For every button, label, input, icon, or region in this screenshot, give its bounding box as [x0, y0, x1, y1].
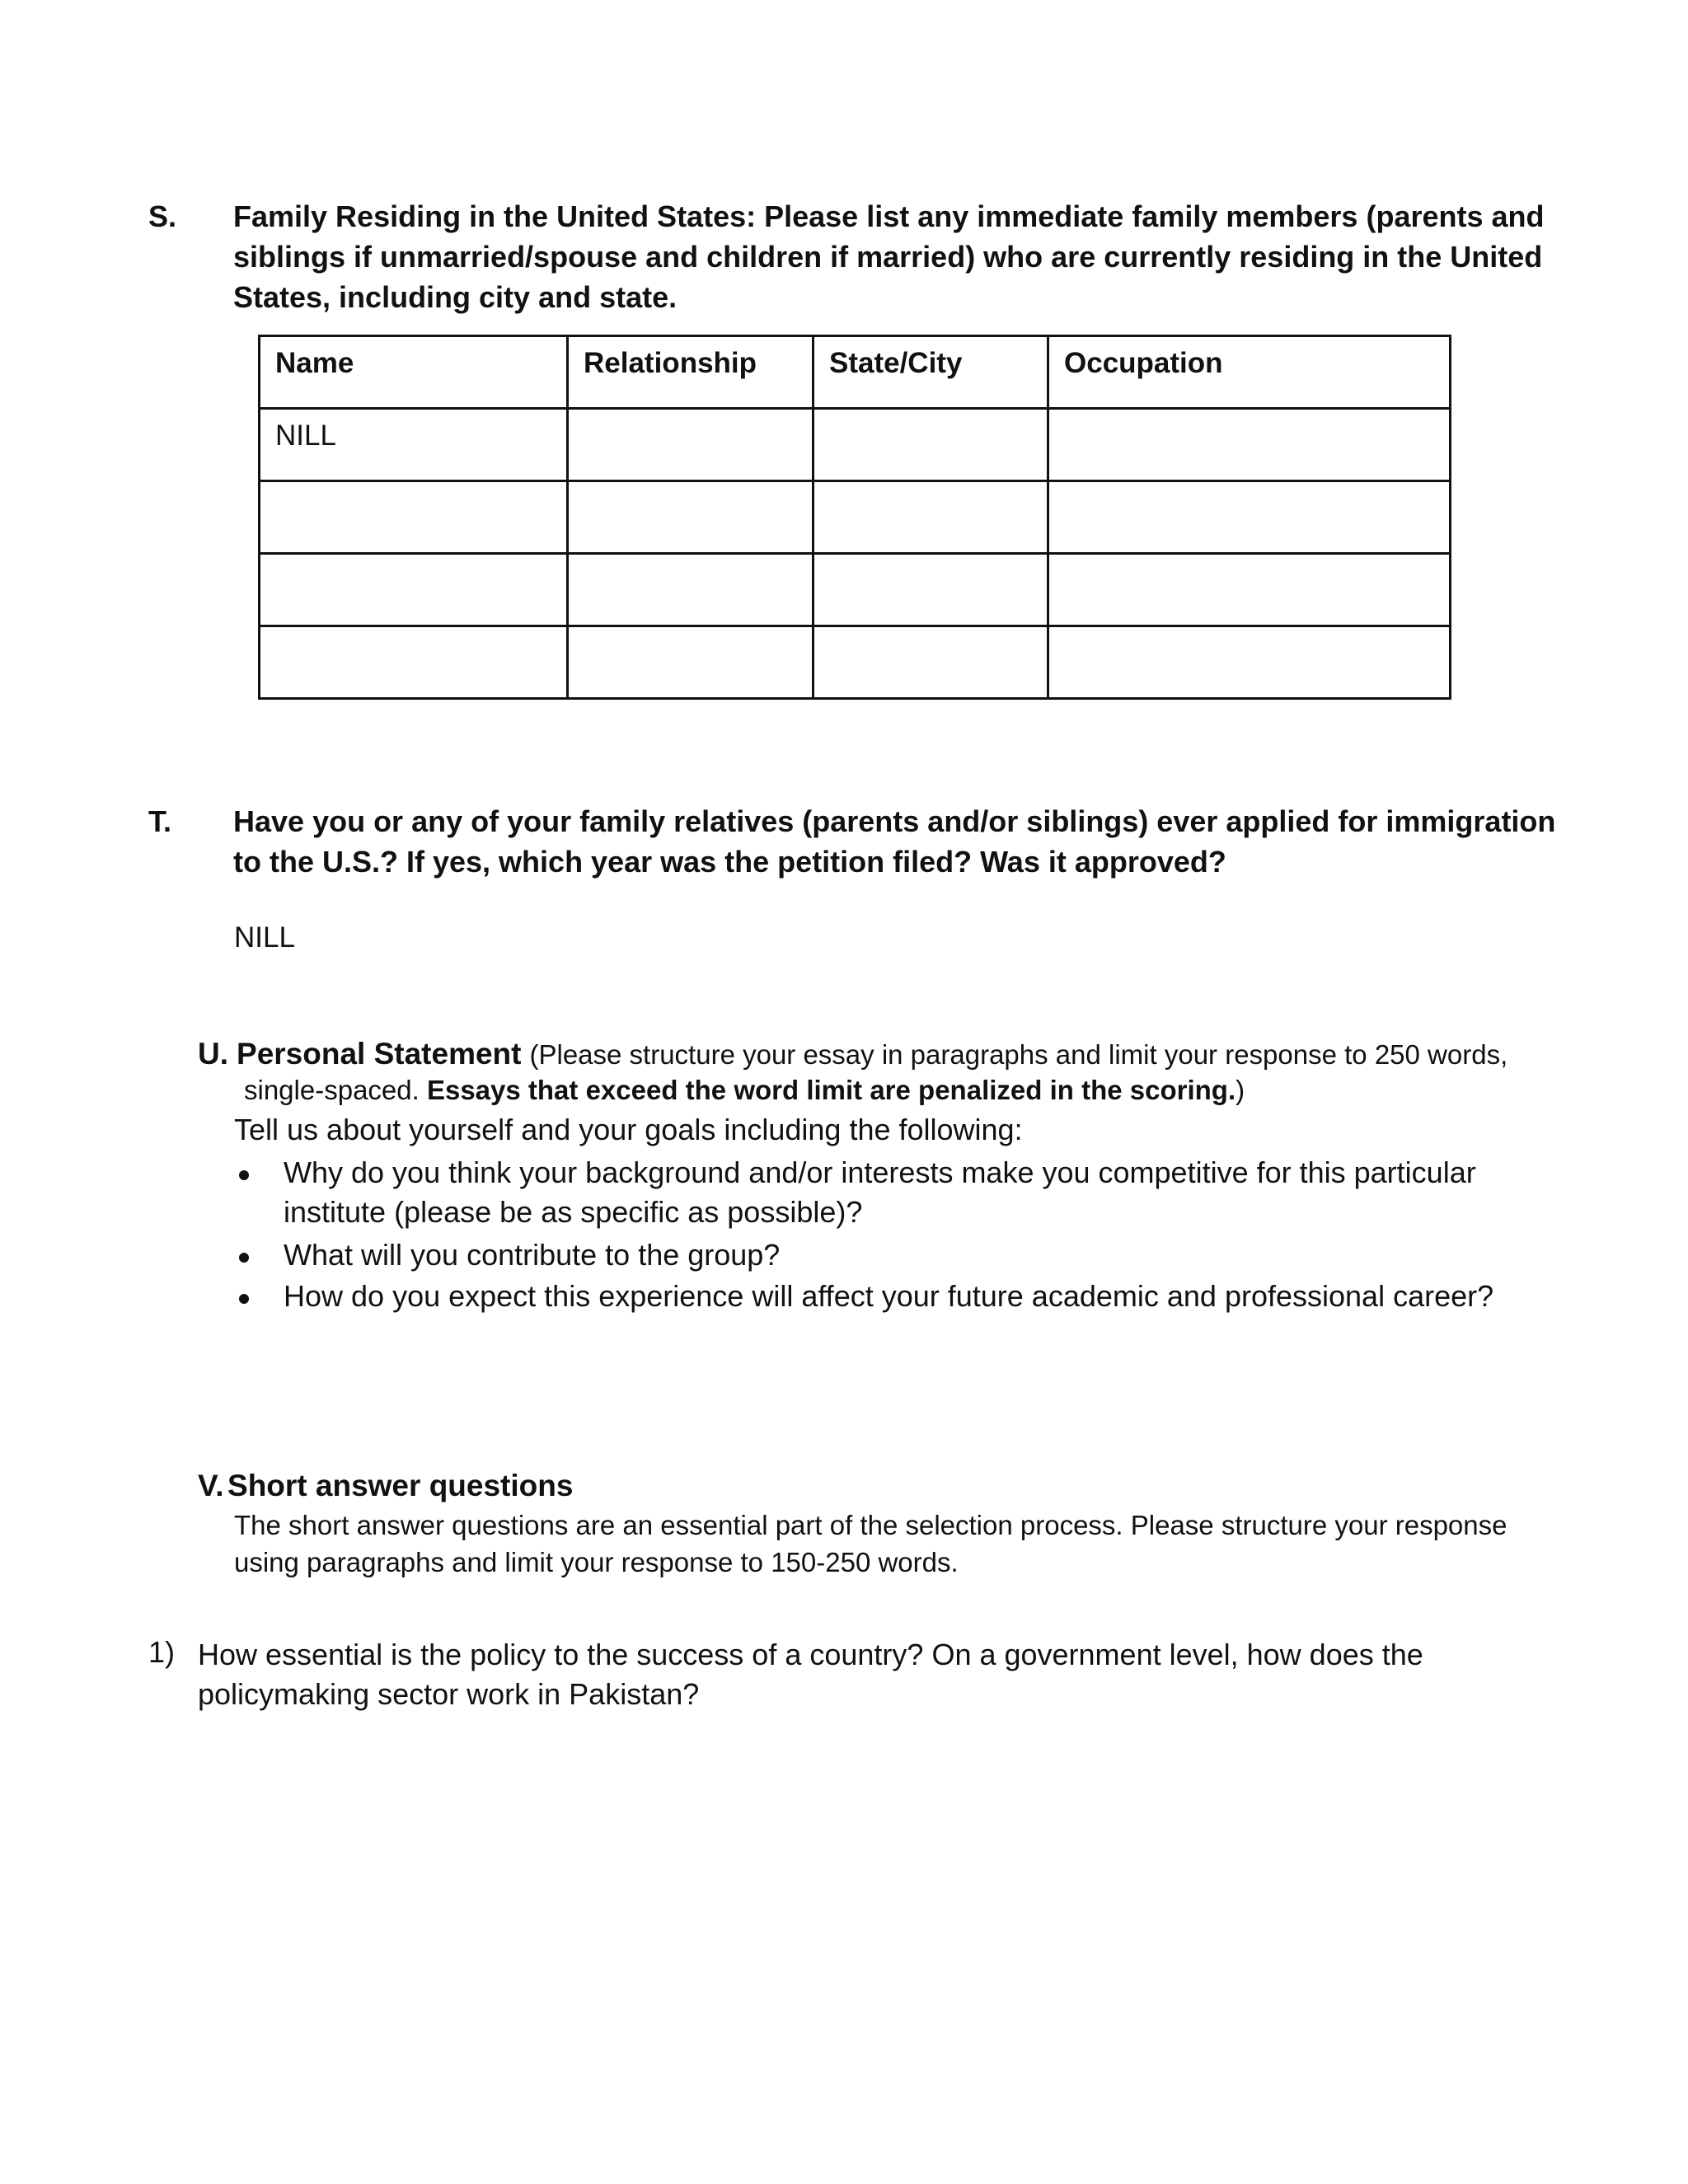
question-1-number: 1): [148, 1635, 176, 1669]
section-u-note-part1: (Please structure your essay in paragraphs and limit your response to 250 words,: [529, 1039, 1508, 1070]
cell-name[interactable]: [260, 481, 568, 554]
section-v-description: [234, 1507, 1635, 1581]
cell-state-city[interactable]: [814, 409, 1048, 481]
table-row: [260, 409, 1451, 481]
cell-occupation[interactable]: [1048, 554, 1451, 626]
column-header-state-city: State/City: [814, 336, 1048, 409]
section-v-heading: [198, 1469, 573, 1503]
section-u-title: Personal Statement: [237, 1037, 522, 1071]
section-u-heading: [198, 1037, 1558, 1071]
cell-relationship[interactable]: [568, 409, 814, 481]
column-header-occupation: Occupation: [1048, 336, 1451, 409]
cell-relationship[interactable]: [568, 481, 814, 554]
section-s-question: [233, 196, 1634, 317]
section-u-intro: Tell us about yourself and your goals including the following:: [234, 1113, 1023, 1146]
table-row: [260, 554, 1451, 626]
section-v-title: Short answer questions: [227, 1469, 574, 1502]
cell-name[interactable]: [260, 554, 568, 626]
section-s-question-line3: States, including city and state.: [233, 280, 678, 314]
question-1-text: [198, 1635, 1599, 1714]
cell-state-city[interactable]: [814, 626, 1048, 699]
family-table-header-row: [260, 336, 1451, 409]
section-t-label: T.: [148, 804, 172, 838]
section-s-question-line1: Family Residing in the United States: Please list any immediate family members (parents and: [233, 199, 1545, 233]
section-v-desc-line1: The short answer questions are an essential part of the selection process. Please structure your response: [234, 1510, 1507, 1540]
section-u-note-line2: [244, 1075, 1563, 1106]
cell-state-city[interactable]: [814, 554, 1048, 626]
family-table: [258, 335, 1451, 700]
cell-name[interactable]: [260, 626, 568, 699]
section-u-bullet-2: What will you contribute to the group?: [284, 1238, 781, 1272]
bullet-icon: [239, 1253, 249, 1263]
section-u-bullet-3: How do you expect this experience will affect your future academic and professional career?: [284, 1279, 1494, 1313]
bullet-icon: [239, 1170, 249, 1180]
cell-occupation[interactable]: [1048, 481, 1451, 554]
section-t-question: [233, 801, 1634, 882]
table-row: [260, 626, 1451, 699]
question-1-line2: policymaking sector work in Pakistan?: [198, 1677, 700, 1711]
column-header-name: Name: [260, 336, 568, 409]
cell-name[interactable]: NILL: [260, 409, 568, 481]
section-u-note-close: ): [1236, 1075, 1245, 1105]
cell-occupation[interactable]: [1048, 626, 1451, 699]
section-t-question-line1: Have you or any of your family relatives (parents and/or siblings) ever applied for immigration: [233, 804, 1556, 838]
section-t-question-line2: to the U.S.? If yes, which year was the petition filed? Was it approved?: [233, 845, 1226, 879]
section-u-label: U.: [198, 1037, 228, 1071]
section-v-label: V.: [198, 1469, 224, 1502]
cell-occupation[interactable]: [1048, 409, 1451, 481]
section-u-note-part2: single-spaced.: [244, 1075, 420, 1105]
cell-relationship[interactable]: [568, 554, 814, 626]
cell-relationship[interactable]: [568, 626, 814, 699]
section-t-answer[interactable]: NILL: [234, 921, 295, 954]
cell-state-city[interactable]: [814, 481, 1048, 554]
bullet-icon: [239, 1294, 249, 1304]
column-header-relationship: Relationship: [568, 336, 814, 409]
question-1-line1: How essential is the policy to the success of a country? On a government level, how does the: [198, 1638, 1423, 1671]
section-s-label: S.: [148, 199, 177, 233]
section-v-desc-line2: using paragraphs and limit your response to 150-250 words.: [234, 1547, 959, 1577]
section-u-bullet-1-cont: institute (please be as specific as possible)?: [284, 1195, 863, 1229]
table-row: [260, 481, 1451, 554]
section-u-bullet-1: Why do you think your background and/or interests make you competitive for this particular: [284, 1155, 1476, 1189]
section-s-question-line2: siblings if unmarried/spouse and children if married) who are currently residing in the United: [233, 240, 1543, 274]
section-u-note-bold: Essays that exceed the word limit are penalized in the scoring.: [426, 1075, 1236, 1105]
